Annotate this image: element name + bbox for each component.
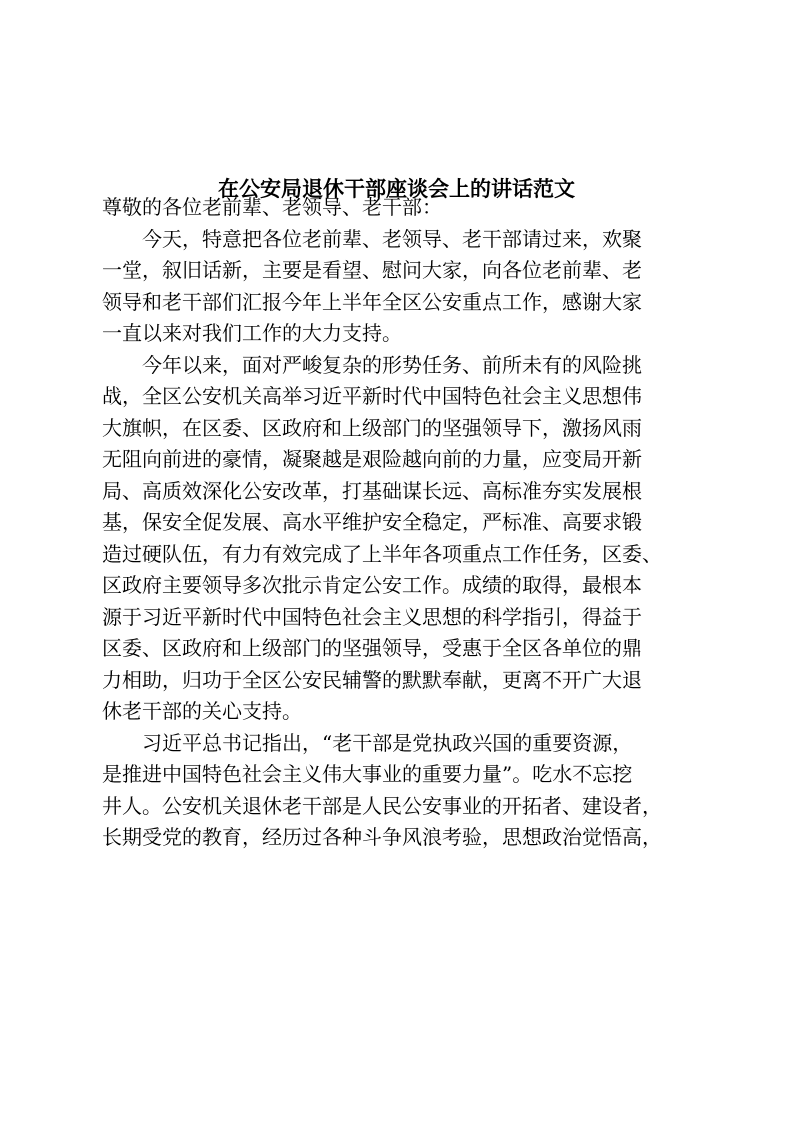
paragraph-line: 一堂，叙旧话新，主要是看望、慰问大家，向各位老前辈、老 [102,258,642,282]
paragraph-line: 休老干部的关心支持。 [102,699,302,723]
paragraph-line: 基，保安全促发展、高水平维护安全稳定，严标准、高要求锻 [102,510,642,534]
paragraph-line: 井人。公安机关退休老干部是人民公安事业的开拓者、建设者， [102,793,662,818]
paragraph-line: 是推进中国特色社会主义伟大事业的重要力量”。吃水不忘挖 [102,762,633,786]
document-body [102,192,692,854]
paragraph-line: 大旗帜，在区委、区政府和上级部门的坚强领导下，激扬风雨 [102,415,642,440]
greeting-line: 尊敬的各位老前辈、老领导、老干部： [102,195,442,219]
paragraph-line: 无阻向前进的豪情，凝聚越是艰险越向前的力量，应变局开新 [102,447,642,471]
paragraph-line: 习近平总书记指出，“老干部是党执政兴国的重要资源， [142,730,633,755]
paragraph-line: 区委、区政府和上级部门的坚强领导，受惠于全区各单位的鼎 [102,636,642,660]
paragraph-line: 区政府主要领导多次批示肯定公安工作。成绩的取得，最根本 [102,573,642,597]
paragraph-line: 战，全区公安机关高举习近平新时代中国特色社会主义思想伟 [102,384,642,408]
paragraph-1 [102,224,692,350]
document-title: 在公安局退休干部座谈会上的讲话范文 [218,176,575,201]
paragraph-3 [102,728,692,854]
paragraph-line: 造过硬队伍，有力有效完成了上半年各项重点工作任务，区委、 [102,541,662,566]
paragraph-line: 长期受党的教育，经历过各种斗争风浪考验，思想政治觉悟高， [102,825,662,849]
paragraph-line: 领导和老干部们汇报今年上半年全区公安重点工作，感谢大家 [102,289,642,314]
paragraph-line: 源于习近平新时代中国特色社会主义思想的科学指引，得益于 [102,604,642,629]
paragraph-line: 一直以来对我们工作的大力支持。 [102,321,402,345]
paragraph-2 [102,350,692,728]
paragraph-line: 力相助，归功于全区公安民辅警的默默奉献，更离不开广大退 [102,667,642,692]
paragraph-line: 今年以来，面对严峻复杂的形势任务、前所未有的风险挑 [142,352,642,377]
paragraph-line: 今天，特意把各位老前辈、老领导、老干部请过来，欢聚 [142,226,642,251]
paragraph-line: 局、高质效深化公安改革，打基础谋长远、高标准夯实发展根 [102,478,642,503]
